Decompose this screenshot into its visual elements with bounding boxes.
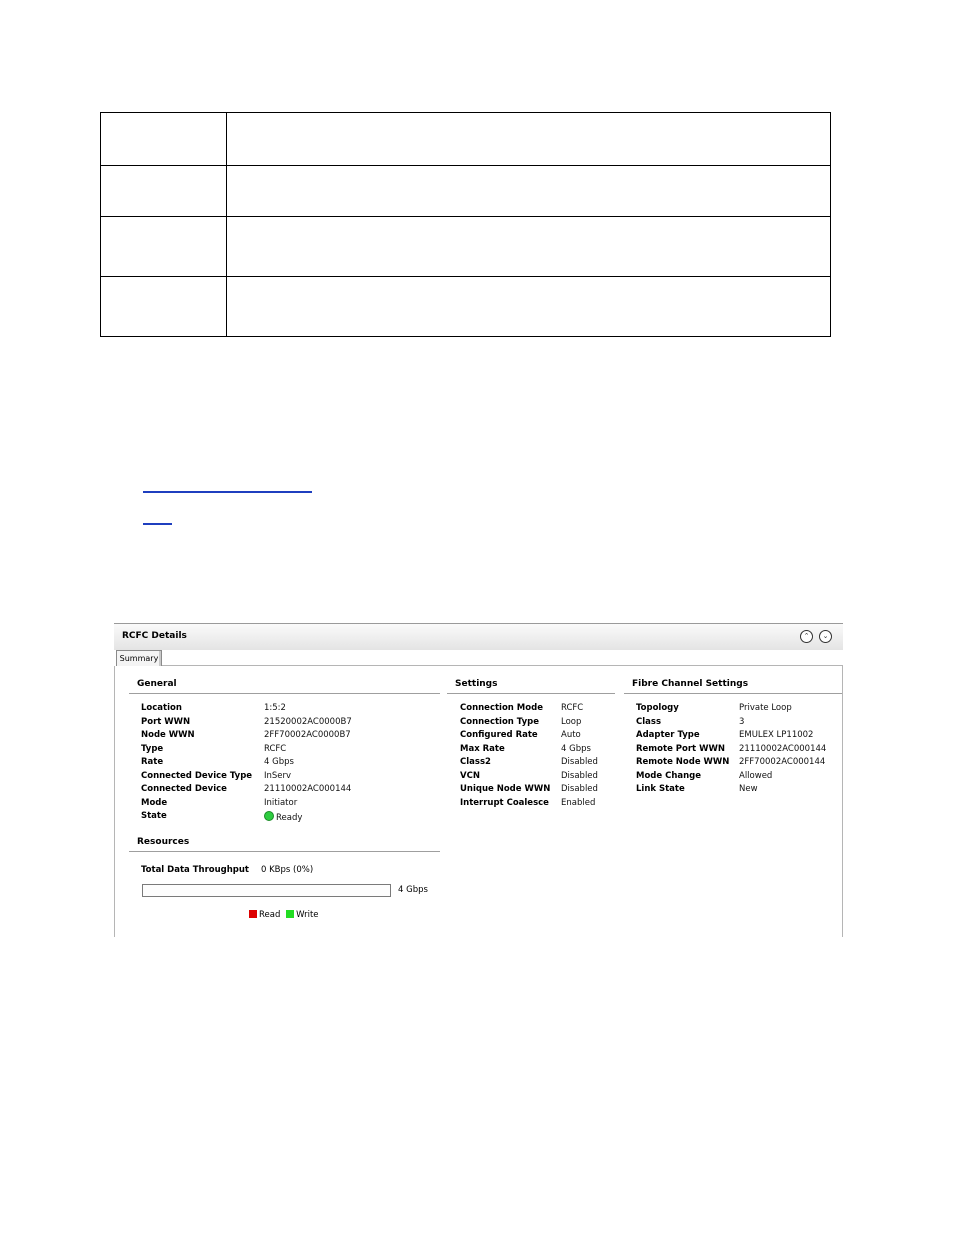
general-key: Location — [141, 703, 182, 713]
general-value: 2FF70002AC0000B7 — [264, 730, 351, 740]
table-cell — [227, 277, 831, 337]
general-value: RCFC — [264, 743, 287, 754]
fc-settings-key: Remote Node WWN — [636, 757, 730, 767]
fc-settings-value: Allowed — [739, 770, 773, 781]
settings-value: Disabled — [561, 784, 598, 794]
settings-key: Class2 — [460, 757, 491, 767]
settings-value: Disabled — [561, 770, 598, 781]
legend-read-swatch — [249, 910, 257, 918]
general-row — [141, 730, 441, 744]
status-ok-icon — [264, 811, 274, 821]
tab-summary[interactable]: Summary — [116, 650, 162, 666]
resources-divider — [129, 851, 440, 852]
fc-settings-key: Remote Port WWN — [636, 743, 725, 754]
general-value: 21520002AC0000B7 — [264, 716, 352, 727]
state-text: Ready — [276, 813, 303, 823]
resources-heading: Resources — [137, 837, 190, 847]
settings-row — [460, 703, 620, 717]
general-key: Rate — [141, 757, 164, 767]
document-link[interactable] — [143, 491, 312, 493]
table-cell — [227, 166, 831, 217]
fc-settings-row — [636, 757, 836, 771]
fc-settings-key: Adapter Type — [636, 730, 700, 740]
rcfc-details-panel — [114, 623, 843, 937]
general-row — [141, 798, 441, 812]
panel-title: RCFC Details — [122, 631, 187, 641]
settings-key: VCN — [460, 770, 480, 781]
collapse-down-icon[interactable]: ⌄ — [819, 630, 832, 643]
general-value: 1:5:2 — [264, 703, 286, 713]
table-cell — [101, 217, 227, 277]
settings-value: Loop — [561, 716, 582, 727]
fc-settings-value: EMULEX LP11002 — [739, 730, 814, 740]
settings-key: Max Rate — [460, 743, 505, 754]
general-list — [141, 703, 441, 825]
settings-row — [460, 730, 620, 744]
settings-divider — [447, 693, 615, 694]
fc-settings-key: Topology — [636, 703, 679, 713]
settings-value: 4 Gbps — [561, 743, 591, 754]
fc-settings-row — [636, 744, 836, 758]
throughput-legend — [249, 910, 319, 920]
general-key: Node WWN — [141, 730, 195, 740]
general-row — [141, 784, 441, 798]
fc-settings-value: 3 — [739, 716, 745, 727]
table-cell — [101, 277, 227, 337]
fc-settings-value: 2FF70002AC000144 — [739, 757, 826, 767]
collapse-up-icon[interactable]: ⌃ — [800, 630, 813, 643]
table-cell — [227, 217, 831, 277]
general-row — [141, 757, 441, 771]
panel-body — [114, 666, 843, 937]
fc-settings-list — [636, 703, 836, 798]
settings-value: RCFC — [561, 703, 584, 713]
general-divider — [129, 693, 440, 694]
throughput-bar-max: 4 Gbps — [398, 885, 428, 895]
settings-value: Enabled — [561, 797, 596, 808]
general-key: Type — [141, 743, 164, 754]
fc-settings-row — [636, 771, 836, 785]
settings-key: Interrupt Coalesce — [460, 797, 549, 808]
settings-row — [460, 784, 620, 798]
general-key: State — [141, 811, 167, 821]
fc-settings-row — [636, 784, 836, 798]
fc-settings-row — [636, 703, 836, 717]
fc-settings-heading: Fibre Channel Settings — [632, 679, 749, 689]
general-value: 4 Gbps — [264, 757, 294, 767]
general-row — [141, 703, 441, 717]
general-row — [141, 744, 441, 758]
general-row — [141, 717, 441, 731]
fc-settings-key: Class — [636, 716, 662, 727]
fc-settings-row — [636, 717, 836, 731]
fc-settings-value: New — [739, 784, 758, 794]
general-heading: General — [137, 679, 177, 689]
settings-value: Disabled — [561, 757, 598, 767]
settings-row — [460, 771, 620, 785]
legend-write-label: Write — [296, 910, 319, 920]
settings-row — [460, 717, 620, 731]
general-key: Connected Device — [141, 784, 227, 794]
table-cell — [101, 166, 227, 217]
settings-key: Configured Rate — [460, 730, 538, 740]
fc-settings-row — [636, 730, 836, 744]
fc-settings-key: Link State — [636, 784, 685, 794]
table-cell — [227, 113, 831, 166]
throughput-value: 0 KBps (0%) — [261, 865, 314, 875]
settings-key: Connection Type — [460, 716, 539, 727]
settings-row — [460, 744, 620, 758]
settings-heading: Settings — [455, 679, 498, 689]
settings-key: Unique Node WWN — [460, 784, 551, 794]
legend-read-label: Read — [259, 910, 281, 920]
settings-key: Connection Mode — [460, 703, 543, 713]
general-key: Port WWN — [141, 716, 191, 727]
settings-list — [460, 703, 620, 811]
general-key: Mode — [141, 797, 168, 808]
general-row — [141, 771, 441, 785]
fc-settings-key: Mode Change — [636, 770, 702, 781]
settings-value: Auto — [561, 730, 581, 740]
general-value: InServ — [264, 770, 292, 781]
table-cell — [101, 113, 227, 166]
general-value: Initiator — [264, 797, 298, 808]
fc-settings-value: 21110002AC000144 — [739, 743, 827, 754]
settings-row — [460, 798, 620, 812]
fc-settings-divider — [624, 693, 842, 694]
general-value: 21110002AC000144 — [264, 784, 352, 794]
general-row — [141, 811, 441, 825]
legend-write-swatch — [286, 910, 294, 918]
tab-strip — [114, 650, 843, 666]
general-key: Connected Device Type — [141, 770, 253, 781]
settings-row — [460, 757, 620, 771]
document-link-short[interactable] — [143, 523, 172, 525]
document-table — [100, 112, 831, 337]
panel-header — [114, 623, 843, 651]
throughput-bar — [142, 884, 391, 897]
throughput-label: Total Data Throughput — [141, 865, 249, 875]
fc-settings-value: Private Loop — [739, 703, 792, 713]
general-value — [264, 811, 302, 823]
